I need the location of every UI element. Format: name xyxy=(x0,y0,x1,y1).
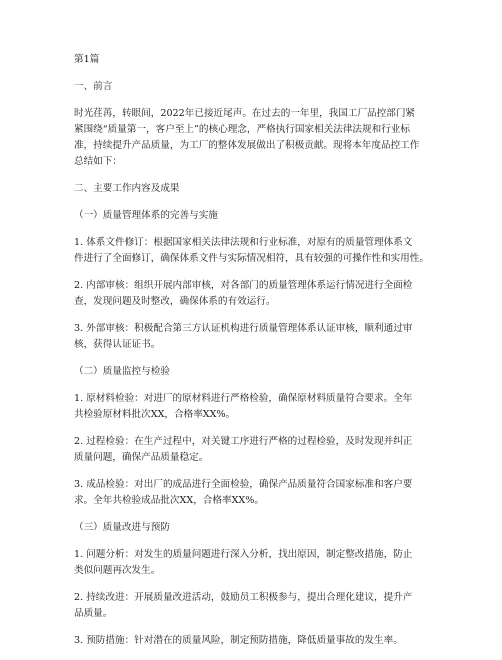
paragraph-line: 时光荏苒，转眼间，2022年已接近尾声。在过去的一年里，我国工厂品控部门紧 xyxy=(74,108,416,119)
paragraph-line: 件进行了全面修订，确保体系文件与实际情况相符，具有较强的可操作性和实用性。 xyxy=(74,253,429,264)
document-body xyxy=(74,52,434,660)
list-item xyxy=(74,477,434,509)
paragraph-line: 类似问题再次发生。 xyxy=(74,565,161,576)
chapter-title: 第1篇 xyxy=(74,54,100,65)
preface-paragraph xyxy=(74,106,434,170)
paragraph-line: 1. 原材料检验：对进厂的原材料进行严格检验，确保原材料质量符合要求。全年 xyxy=(74,393,413,404)
paragraph-line: 紧围绕“质量第一，客户至上”的核心理念，严格执行国家相关法律法规和行业标 xyxy=(74,124,410,135)
section-heading-main-work: 二、主要工作内容及成果 xyxy=(74,183,180,194)
paragraph-line: 2. 过程检验：在生产过程中，对关键工序进行严格的过程检验，及时发现并纠正 xyxy=(74,436,413,447)
paragraph-line: 求。全年共检验成品批次XX，合格率XX%。 xyxy=(74,495,264,506)
paragraph-line: 1. 问题分析：对发生的质量问题进行深入分析，找出原因，制定整改措施，防止 xyxy=(74,549,413,560)
paragraph-line: 共检验原材料批次XX，合格率XX%。 xyxy=(74,409,236,420)
list-item xyxy=(74,235,434,267)
list-item xyxy=(74,434,434,466)
list-item xyxy=(74,278,434,310)
subsection-heading-quality-system: （一）质量管理体系的完善与实施 xyxy=(74,210,218,221)
paragraph-line: 3. 预防措施：针对潜在的质量风险，制定预防措施，降低质量事故的发生率。 xyxy=(74,635,403,646)
subsection-heading-monitoring: （二）质量监控与检验 xyxy=(74,366,170,377)
list-item xyxy=(74,321,434,353)
paragraph-line: 品质量。 xyxy=(74,608,113,619)
paragraph-line: 2. 内部审核：组织开展内部审核，对各部门的质量管理体系运行情况进行全面检 xyxy=(74,280,413,291)
paragraph-line: 总结如下： xyxy=(74,156,122,167)
paragraph-line: 准，持续提升产品质量，为工厂的整体发展做出了积极贡献。现将本年度品控工作 xyxy=(74,140,420,151)
list-item xyxy=(74,590,434,622)
paragraph-line: 质量问题，确保产品质量稳定。 xyxy=(74,452,209,463)
paragraph-line: 3. 成品检验：对出厂的成品进行全面检验，确保产品质量符合国家标准和客户要 xyxy=(74,479,413,490)
list-item xyxy=(74,633,434,649)
list-item xyxy=(74,391,434,423)
paragraph-line: 3. 外部审核：积极配合第三方认证机构进行质量管理体系认证审核，顺利通过审 xyxy=(74,323,413,334)
paragraph-line: 2. 持续改进：开展质量改进活动，鼓励员工积极参与，提出合理化建议，提升产 xyxy=(74,592,413,603)
paragraph-line: 查，发现问题及时整改，确保体系的有效运行。 xyxy=(74,296,276,307)
list-item xyxy=(74,547,434,579)
section-heading-preface: 一、前言 xyxy=(74,81,113,92)
subsection-heading-improvement: （三）质量改进与预防 xyxy=(74,522,170,533)
paragraph-line: 1. 体系文件修订：根据国家相关法律法规和行业标准，对原有的质量管理体系文 xyxy=(74,237,413,248)
paragraph-line: 核，获得认证证书。 xyxy=(74,339,161,350)
